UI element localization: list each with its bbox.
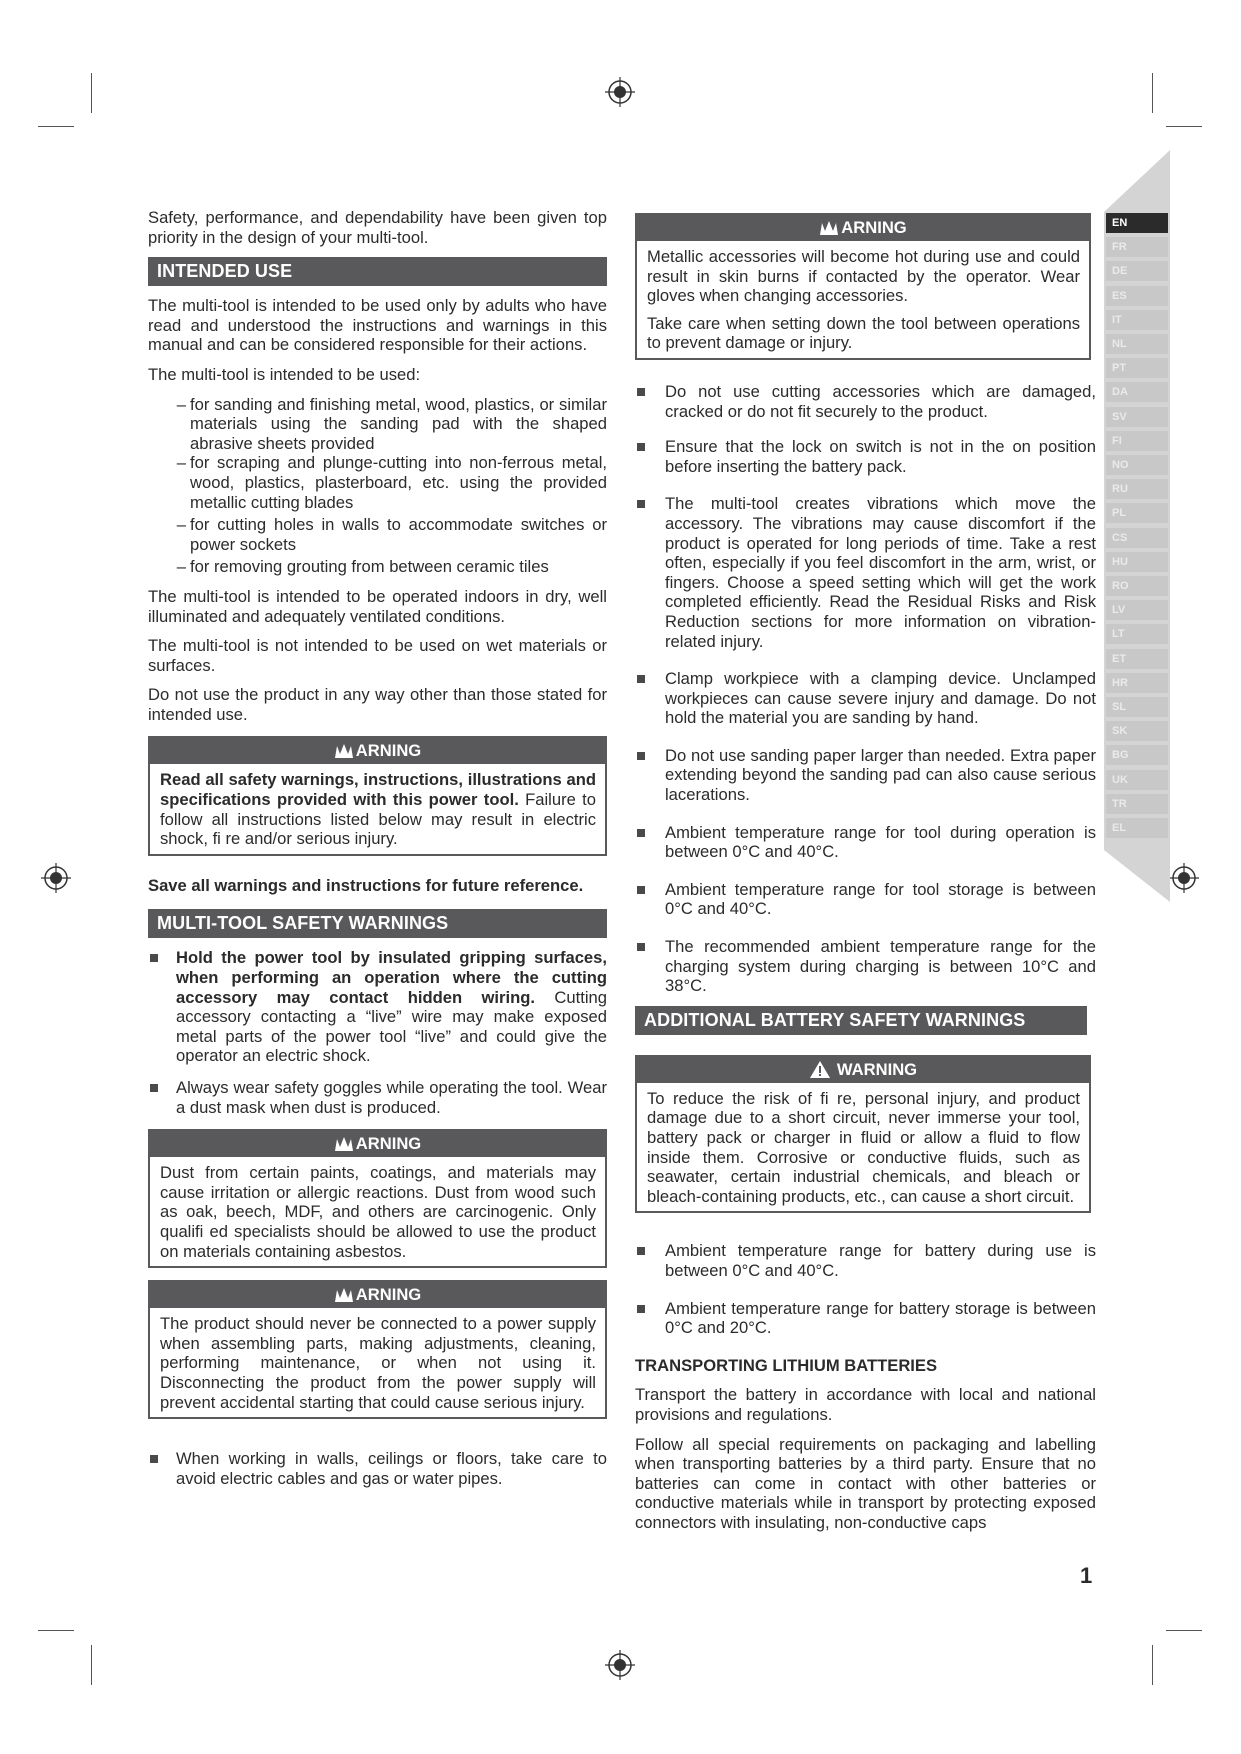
registration-mark-icon — [1169, 863, 1199, 893]
warning-header: WARNING — [637, 1057, 1089, 1083]
language-tab-da[interactable]: DA — [1106, 382, 1168, 402]
intended-uses-list — [148, 395, 607, 577]
battery-heading: ADDITIONAL BATTERY SAFETY WARNINGS — [635, 1006, 1087, 1035]
intended-use-paragraph: The multi-tool is intended to be used: — [148, 364, 421, 384]
intended-use-heading: INTENDED USE — [148, 257, 607, 286]
language-tab-fr[interactable]: FR — [1106, 237, 1168, 257]
bullet-square-icon — [635, 1299, 665, 1338]
bullet-item: Ambient temperature range for tool during operation is between 0°C and 40°C. — [635, 823, 1096, 862]
language-tab-it[interactable]: IT — [1106, 310, 1168, 330]
warning-body: Dust from certain paints, coatings, and materials may cause irritation or allergic reactions. Dust from wood such as oak, beech, MDF, and others are carcinogenic. Only qualifi ed specialists should be allowed to use the product on materials containing asbestos. — [160, 1163, 596, 1261]
bullet-square-icon — [635, 1241, 665, 1280]
crop-mark — [38, 1630, 74, 1631]
bullet-item: The multi-tool creates vibrations which move the accessory. The vibrations may cause discomfort if the product is operated for long periods of time. Take a rest often, especially if you feel discomfort in the arm, wrist, or fingers. Choose a speed setting which will get the work completed efficiently. Read the Residual Risks and Risk Reduction sections for more information on vibration-related injury. — [635, 494, 1096, 651]
transport-heading: TRANSPORTING LITHIUM BATTERIES — [635, 1355, 938, 1375]
intended-use-paragraph: The multi-tool is not intended to be used on wet materials or surfaces. — [148, 636, 607, 675]
language-tab-pt[interactable]: PT — [1106, 358, 1168, 378]
bullet-square-icon — [635, 437, 665, 476]
warning-hands-icon — [334, 743, 354, 759]
transport-paragraph: Transport the battery in accordance with local and national provisions and regulations. — [635, 1385, 1096, 1424]
left-column — [148, 208, 607, 1500]
intended-use-paragraph: Do not use the product in any way other than those stated for intended use. — [148, 685, 607, 724]
crop-mark — [1166, 126, 1202, 127]
language-tab-hu[interactable]: HU — [1106, 552, 1168, 572]
language-tab-ru[interactable]: RU — [1106, 479, 1168, 499]
list-item: – for removing grouting from between ceramic tiles — [176, 557, 549, 577]
language-tab-de[interactable]: DE — [1106, 261, 1168, 281]
crop-mark — [1166, 1630, 1202, 1631]
language-tab-bg[interactable]: BG — [1106, 745, 1168, 765]
right-bullet-list — [635, 382, 1096, 996]
bullet-square-icon — [148, 1449, 176, 1488]
bullet-item: Do not use cutting accessories which are damaged, cracked or do not fit securely to the product. — [635, 382, 1096, 421]
language-tab-sl[interactable]: SL — [1106, 697, 1168, 717]
warning-box — [148, 736, 607, 855]
transport-paragraph: Follow all special requirements on packaging and labelling when transporting batteries by a third party. Ensure that no batteries can come in contact with other batteries or conductive materials while in transport by protecting exposed connectors with insulating, non-conductive caps — [635, 1434, 1096, 1532]
bullet-item: Ambient temperature range for battery storage is between 0°C and 20°C. — [635, 1299, 1096, 1338]
intro-text: Safety, performance, and dependability have been given top priority in the design of your multi-tool. — [148, 208, 607, 247]
bullet-item: When working in walls, ceilings or floors, take care to avoid electric cables and gas or water pipes. — [148, 1449, 607, 1488]
multitool-heading: MULTI-TOOL SAFETY WARNINGS — [148, 909, 607, 938]
registration-mark-icon — [605, 77, 635, 107]
right-column — [635, 213, 1096, 1543]
page-number: 1 — [1080, 1563, 1093, 1588]
warning-triangle-icon — [809, 1060, 831, 1079]
language-tab-nl[interactable]: NL — [1106, 334, 1168, 354]
language-tab-pl[interactable]: PL — [1106, 503, 1168, 523]
bullet-square-icon — [635, 823, 665, 862]
intended-use-paragraph: The multi-tool is intended to be used only by adults who have read and understood the instructions and warnings in this manual and can be considered responsible for their actions. — [148, 296, 607, 355]
language-tab-ro[interactable]: RO — [1106, 576, 1168, 596]
list-item: – for sanding and finishing metal, wood, plastics, or similar materials using the sanding pad with the shaped abrasive sheets provided — [176, 394, 607, 453]
bullet-square-icon — [148, 948, 176, 1066]
warning-body — [150, 764, 605, 853]
bullet-item: Clamp workpiece with a clamping device. Unclamped workpieces can cause severe injury and damage. Do not hold the material you are sanding by hand. — [635, 669, 1096, 728]
bullet-item: Ensure that the lock on switch is not in the on position before inserting the battery pack. — [635, 437, 1096, 476]
bullet-item: Hold the power tool by insulated gripping surfaces, when performing an operation where the cutting accessory may contact hidden wiring. Cutting accessory contacting a “live” wire may make exposed metal parts of the power tool “live” and could give the operator an electric shock. — [148, 948, 607, 1066]
warning-text: Failure to follow all instructions listed below may result in electric shock, fi re and/or serious injury. — [160, 790, 596, 849]
bullet-item: Always wear safety goggles while operating the tool. Wear a dust mask when dust is produced. — [148, 1078, 607, 1117]
bullet-square-icon — [635, 937, 665, 996]
language-tab-lv[interactable]: LV — [1106, 600, 1168, 620]
warning-header: ARNING — [150, 1131, 605, 1157]
language-tab-sv[interactable]: SV — [1106, 407, 1168, 427]
language-tab-hr[interactable]: HR — [1106, 673, 1168, 693]
bullet-square-icon — [635, 382, 665, 421]
language-tab-el[interactable]: EL — [1106, 818, 1168, 838]
registration-mark-icon — [605, 1650, 635, 1680]
crop-mark — [91, 1645, 92, 1685]
warning-box — [635, 1055, 1091, 1214]
bullet-square-icon — [148, 1078, 176, 1117]
warning-body: The product should never be connected to a power supply when assembling parts, making adjustments, cleaning, performing maintenance, or when not using it. Disconnecting the product from the power supply will prevent accidental starting that could cause serious injury. — [160, 1314, 596, 1412]
bullet-item: The recommended ambient temperature range for the charging system during charging is between 10°C and 38°C. — [635, 937, 1096, 996]
warning-box — [148, 1280, 607, 1419]
bullet-square-icon — [635, 494, 665, 651]
warning-hands-icon — [334, 1136, 354, 1152]
crop-mark — [1152, 1645, 1153, 1685]
language-tab-uk[interactable]: UK — [1106, 770, 1168, 790]
warning-body: To reduce the risk of fi re, personal injury, and product damage due to a short circuit, never immerse your tool, battery pack or charger in fluid or allow a fluid to flow inside them. Corrosive or conductive fluids, such as seawater, certain industrial chemicals, and bleach or bleach-containing products, etc., can cause a short circuit. — [647, 1088, 1080, 1206]
warning-body: Metallic accessories will become hot during use and could result in skin burns if contacted by the operator. Wear gloves when changing accessories. Take care when setting down the tool between operations to prevent damage or injury. — [647, 247, 1080, 353]
crop-mark — [1152, 73, 1153, 113]
language-tab-sk[interactable]: SK — [1106, 721, 1168, 741]
language-tab-cs[interactable]: CS — [1106, 528, 1168, 548]
crop-mark — [38, 126, 74, 127]
language-tab-tr[interactable]: TR — [1106, 794, 1168, 814]
language-tab-et[interactable]: ET — [1106, 649, 1168, 669]
language-tab-es[interactable]: ES — [1106, 286, 1168, 306]
bullet-item: Ambient temperature range for tool storage is between 0°C and 40°C. — [635, 880, 1096, 919]
language-tab-no[interactable]: NO — [1106, 455, 1168, 475]
list-item: – for scraping and plunge-cutting into non-ferrous metal, wood, plastics, plasterboard, etc. using the provided metallic cutting blades — [176, 453, 607, 512]
crop-mark — [91, 73, 92, 113]
warning-header: ARNING — [150, 1282, 605, 1308]
bullet-square-icon — [635, 746, 665, 805]
intended-use-paragraph: The multi-tool is intended to be operated indoors in dry, well illuminated and adequately ventilated conditions. — [148, 586, 607, 626]
warning-hands-icon — [819, 220, 839, 236]
bullet-square-icon — [635, 669, 665, 728]
warning-hands-icon — [334, 1287, 354, 1303]
language-tab-fi[interactable]: FI — [1106, 431, 1168, 451]
bullet-item: Do not use sanding paper larger than needed. Extra paper extending beyond the sanding pad can also cause serious lacerations. — [635, 746, 1096, 805]
save-note: Save all warnings and instructions for future reference. — [148, 875, 584, 895]
warning-header: ARNING — [637, 215, 1089, 241]
bullet-square-icon — [635, 880, 665, 919]
list-item: – for cutting holes in walls to accommodate switches or power sockets — [176, 515, 607, 554]
battery-bullet-list — [635, 1241, 1096, 1337]
bullet-item: Ambient temperature range for battery during use is between 0°C and 40°C. — [635, 1241, 1096, 1280]
registration-mark-icon — [41, 863, 71, 893]
warning-header: ARNING — [150, 738, 605, 764]
warning-box — [148, 1129, 607, 1268]
language-tab-en[interactable]: EN — [1106, 213, 1168, 233]
language-tab-lt[interactable]: LT — [1106, 624, 1168, 644]
warning-box — [635, 213, 1091, 360]
warning-bold-text: Read all safety warnings, instructions, illustrations and specifications provided with this power tool. — [160, 770, 596, 810]
